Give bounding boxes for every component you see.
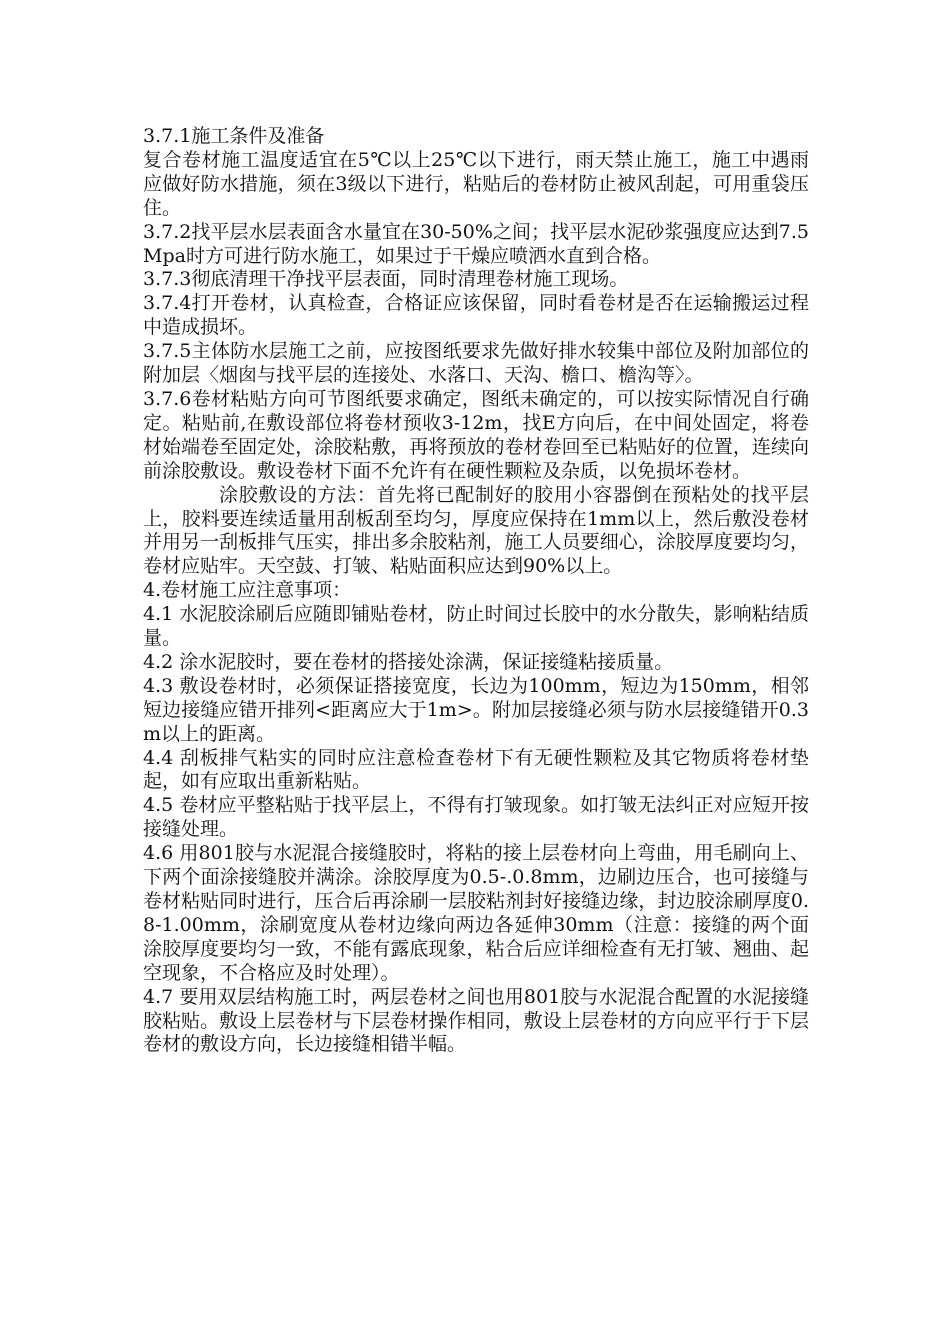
- document-body: [143, 125, 809, 1057]
- paragraph-3-7-6: 3.7.6卷材粘贴方向可节图纸要求确定，图纸未确定的，可以按实际情况自行确定。粘贴前,在敷设部位将卷材预收3-12m，找E方向后，在中间处固定，将卷材始端卷至固定处，涂胶粘敷，再将预放的卷材卷回至已粘贴好的位置，连续向前涂胶敷设。敷设卷材下面不允许有在硬性颗粒及杂质，以免损坏卷材。: [143, 387, 809, 482]
- paragraph-4-5: 4.5 卷材应平整粘贴于找平层上，不得有打皱现象。如打皱无法纠正对应短开按接缝处理。: [143, 794, 809, 841]
- paragraph-4-3: 4.3 敷设卷材时，必须保证搭接宽度，长边为100mm，短边为150mm，相邻短边接缝应错开排列<距离应大于1m>。附加层接缝必须与防水层接缝错开0.3m以上的距离。: [143, 674, 809, 745]
- paragraph-3-7-2: 3.7.2找平层水层表面含水量宜在30-50%之间；找平层水泥砂浆强度应达到7.5Mpa时方可进行防水施工，如果过于干燥应喷洒水直到合格。: [143, 220, 809, 267]
- paragraph-construction-conditions: 复合卷材施工温度适宜在5℃以上25℃以下进行，雨天禁止施工，施工中遇雨应做好防水措施，须在3级以下进行，粘贴后的卷材防止被风刮起，可用重袋压住。: [143, 148, 809, 219]
- paragraph-4-1: 4.1 水泥胶涂刷后应随即铺贴卷材，防止时间过长胶中的水分散失，影响粘结质量。: [143, 603, 809, 650]
- paragraph-4-2: 4.2 涂水泥胶时，要在卷材的搭接处涂满，保证接缝粘接质量。: [143, 650, 674, 673]
- paragraph-glue-method: 涂胶敷设的方法：首先将已配制好的胶用小容器倒在预粘处的找平层上，胶料要连续适量用刮板刮至均匀，厚度应保持在1mm以上，然后敷没卷材并用另一刮板排气压实，排出多余胶粘剂，施工人员要细心，涂胶厚度要均匀，卷材应贴牢。天空鼓、打皱、粘贴面积应达到90%以上。: [143, 483, 809, 578]
- paragraph-3-7-4: 3.7.4打开卷材，认真检查，合格证应该保留，同时看卷材是否在运输搬运过程中造成损坏。: [143, 292, 809, 339]
- paragraph-3-7-3: 3.7.3彻底清理干净找平层表面，同时清理卷材施工现场。: [143, 268, 629, 291]
- paragraph-4-4: 4.4 刮板排气粘实的同时应注意检查卷材下有无硬性颗粒及其它物质将卷材垫起，如有应取出重新粘贴。: [143, 746, 809, 793]
- section-heading-4: 4.卷材施工应注意事项：: [143, 579, 352, 602]
- paragraph-3-7-5: 3.7.5主体防水层施工之前，应按图纸要求先做好排水较集中部位及附加部位的附加层〈烟囱与找平层的连接处、水落口、天沟、檐口、檐沟等〉。: [143, 340, 809, 387]
- paragraph-4-7: 4.7 要用双层结构施工时，两层卷材之间也用801胶与水泥混合配置的水泥接缝胶粘贴。敷设上层卷材与下层卷材操作相同，敷设上层卷材的方向应平行于下层卷材的敷设方向，长边接缝相错半幅。: [143, 985, 809, 1056]
- section-heading-3-7-1: 3.7.1施工条件及准备: [143, 125, 325, 147]
- paragraph-4-6: 4.6 用801胶与水泥混合接缝胶时，将粘的接上层卷材向上弯曲，用毛刷向上、下两个面涂接缝胶并满涂。涂胶厚度为0.5-.0.8mm，边刷边压合，也可接缝与卷材粘贴同时进行，压合后再涂刷一层胶粘剂封好接缝边缘，封边胶涂刷厚度0.8-1.00mm，涂刷宽度从卷材边缘向两边各延伸30mm（注意：接缝的两个面涂胶厚度要均匀一致，不能有露底现象，粘合后应详细检查有无打皱、翘曲、起空现象，不合格应及时处理）。: [143, 842, 809, 984]
